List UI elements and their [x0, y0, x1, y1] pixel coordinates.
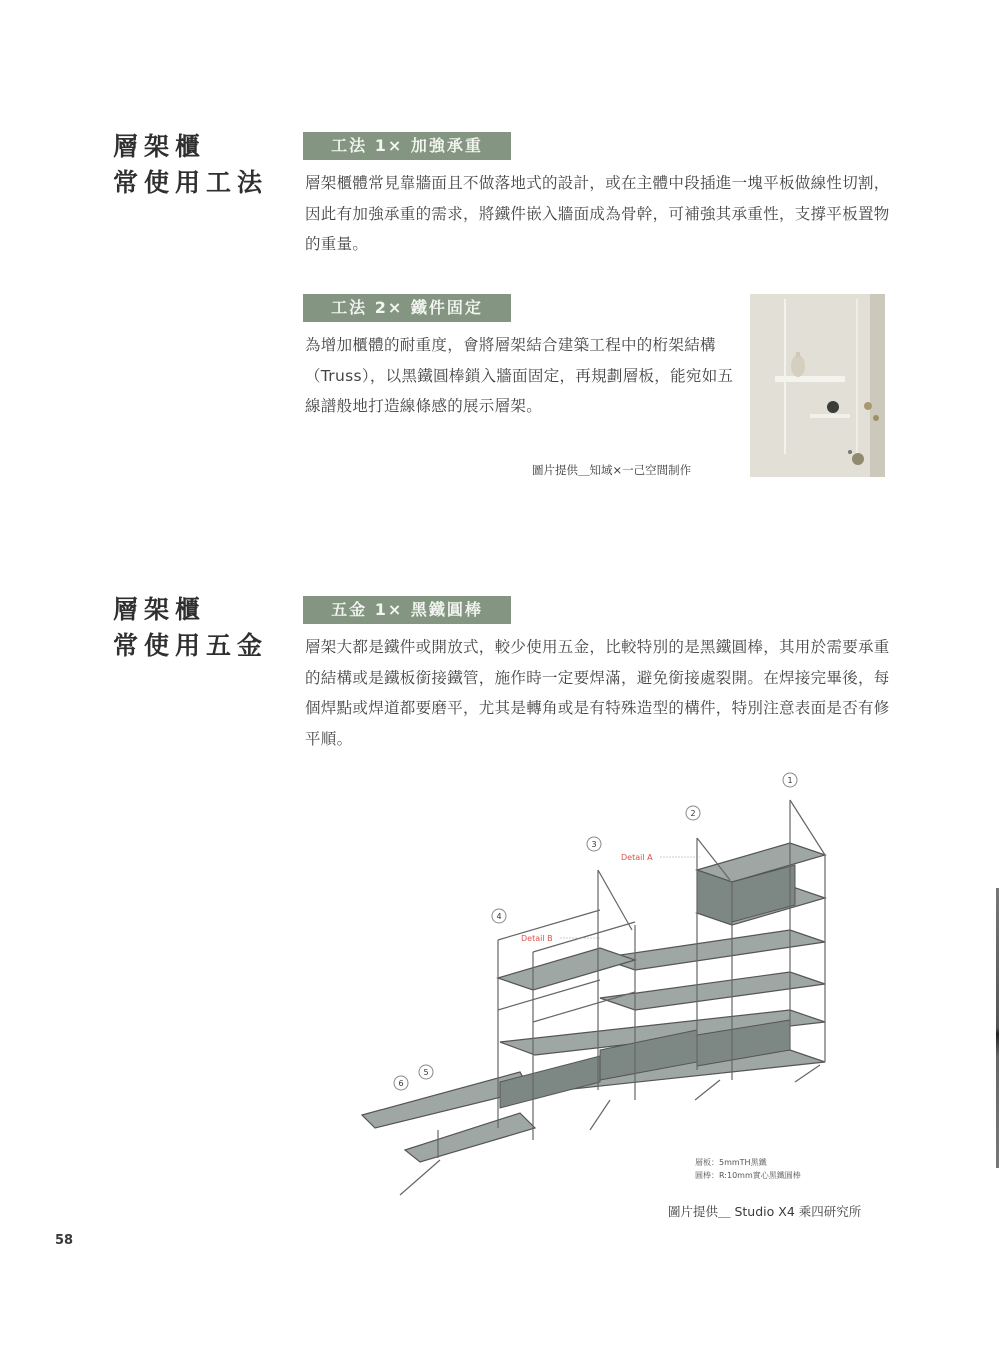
wall-shelf-photo: [750, 294, 885, 477]
callout-3: 3: [591, 840, 597, 849]
method2-photo-caption: 圖片提供＿知域×一己空間制作: [532, 463, 692, 477]
section2-title-line1: 層架櫃: [113, 595, 207, 624]
method2-tag: 工法 2× 鐵件固定: [303, 294, 511, 322]
section1-title-line2: 常使用工法: [113, 168, 269, 197]
detail-a-label: Detail A: [621, 853, 653, 862]
section2-title: [113, 592, 268, 664]
method1-tag: 工法 1× 加強承重: [303, 132, 511, 160]
shelf-isometric-diagram: [350, 765, 850, 1205]
hardware1-tag: 五金 1× 黑鐵圓棒: [303, 596, 511, 624]
section1-title: [113, 129, 268, 201]
hardware1-text: 層架大都是鐵件或開放式，較少使用五金，比較特別的是黑鐵圓棒，其用於需要承重的結構或是鐵板銜接鐵管，施作時一定要焊滿，避免銜接處裂開。在焊接完畢後，每個焊點或焊道都要磨平，尤其是轉角或是有特殊造型的構件，特別注意表面是否有修平順。: [305, 638, 890, 748]
page-number: 58: [55, 1233, 74, 1248]
callout-2: 2: [690, 809, 696, 818]
method1-text: 層架櫃體常見靠牆面且不做落地式的設計，或在主體中段插進一塊平板做線性切割，因此有加強承重的需求，將鐵件嵌入牆面成為骨幹，可補強其承重性，支撐平板置物的重量。: [305, 174, 890, 253]
section2-title-line2: 常使用五金: [113, 631, 269, 660]
page-edge-shadow: [996, 888, 999, 1168]
wall-shelf-photo-illustration: [750, 294, 885, 477]
diagram-caption: 圖片提供＿ Studio X4 乘四研究所: [668, 1204, 862, 1219]
diagram-legend: [695, 1156, 801, 1182]
shelf-diagram-drawing: [350, 765, 850, 1205]
legend-line-1: 層板：5mmTH黑鐵: [695, 1158, 767, 1167]
callout-1: 1: [787, 776, 793, 785]
detail-b-label: Detail B: [521, 934, 553, 943]
callout-5: 5: [423, 1068, 429, 1077]
callout-6: 6: [398, 1079, 404, 1088]
method2-text: 為增加櫃體的耐重度，會將層架結合建築工程中的桁架結構（Truss），以黑鐵圓棒鎖入牆面固定，再規劃層板，能宛如五線譜般地打造線條感的展示層架。: [305, 336, 734, 415]
section1-title-line1: 層架櫃: [113, 132, 207, 161]
legend-line-2: 圓棒：R:10mm實心黑鐵圓棒: [695, 1171, 801, 1180]
callout-4: 4: [496, 912, 502, 921]
